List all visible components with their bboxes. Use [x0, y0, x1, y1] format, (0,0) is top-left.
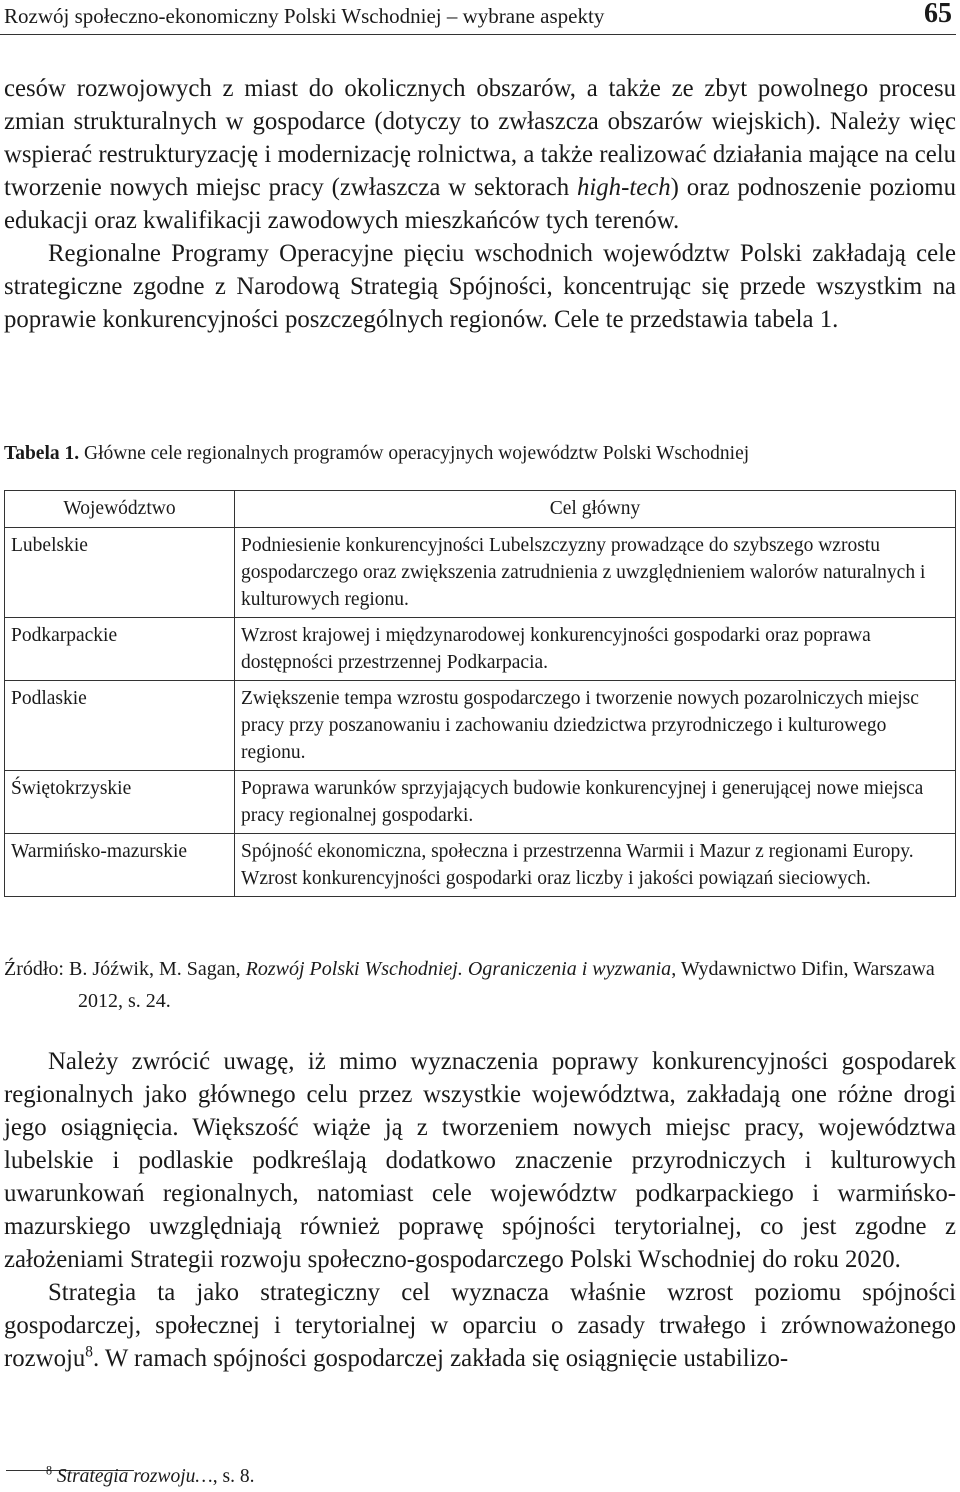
region-cell: Świętokrzyskie	[5, 771, 235, 834]
table-row	[5, 528, 956, 618]
regional-goals-table	[4, 490, 956, 897]
paragraph-1: cesów rozwojowych z miast do okolicznych obszarów, a także ze zbyt powolnego procesu zmian strukturalnych w gospodarce (dotyczy to zwłaszcza obszarów wiejskich). Należy więc wspierać restrukturyzację i modernizację rolnictwa, a także realizować działania mające na celu tworzenie nowych miejsc pracy (zwłaszcza w sektorach high-tech) oraz podnoszenie poziomu edukacji oraz kwalifikacji zawodowych mieszkańców tych terenów.	[4, 75, 956, 234]
running-header-title: Rozwój społeczno-ekonomiczny Polski Wschodniej – wybrane aspekty	[4, 4, 605, 28]
page-number: 65	[924, 0, 952, 29]
column-header-region: Województwo	[5, 491, 235, 528]
main-text	[4, 1045, 956, 1375]
goal-cell: Podniesienie konkurencyjności Lubelszczyzny prowadzące do szybszego wzrostu gospodarczego oraz zwiększenia zatrudnienia z uwzględnieniem walorów naturalnych i kulturowych regionu.	[235, 528, 956, 618]
footnote: $^8$ Strategia rozwoju…, s. 8.	[46, 1463, 255, 1487]
intro-text	[4, 72, 956, 336]
table-header-row	[5, 491, 956, 528]
column-header-goal: Cel główny	[235, 491, 956, 528]
paragraph-2: Regionalne Programy Operacyjne pięciu wschodnich województw Polski zakładają cele strategiczne zgodne z Narodową Strategią Spójności, koncentrując się przede wszystkim na poprawie konkurencyjności poszczególnych regionów. Cele te przedstawia tabela 1.	[4, 240, 956, 333]
goal-cell: Spójność ekonomiczna, społeczna i przestrzenna Warmii i Mazur z regionami Europy. Wzrost konkurencyjności gospodarki oraz liczby i jakości powiązań sieciowych.	[235, 834, 956, 897]
running-header	[0, 0, 956, 35]
region-cell: Warmińsko-mazurskie	[5, 834, 235, 897]
table-row	[5, 681, 956, 771]
region-cell: Podkarpackie	[5, 618, 235, 681]
table-caption: Tabela 1. Główne cele regionalnych programów operacyjnych województw Polski Wschodniej	[4, 443, 750, 464]
table-row	[5, 618, 956, 681]
goal-cell: Wzrost krajowej i międzynarodowej konkurencyjności gospodarki oraz poprawa dostępności przestrzennej Podkarpacia.	[235, 618, 956, 681]
goal-cell: Zwiększenie tempa wzrostu gospodarczego i tworzenie nowych pozarolniczych miejsc pracy przy poszanowaniu i zachowaniu dziedzictwa przyrodniczego i kulturowego regionu.	[235, 681, 956, 771]
table-row	[5, 834, 956, 897]
table-row	[5, 771, 956, 834]
footnote-reference: 8	[85, 1343, 93, 1361]
region-cell: Podlaskie	[5, 681, 235, 771]
region-cell: Lubelskie	[5, 528, 235, 618]
paragraph-4: Strategia ta jako strategiczny cel wyznacza właśnie wzrost poziomu spójności gospodarczej, społecznej i terytorialnej w oparciu o zasady trwałego i zrównoważonego rozwoju$^8$. W ramach spójności gospodarczej zakłada się osiągnięcie ustabilizo-	[4, 1279, 956, 1372]
table-source: Źródło: B. Jóźwik, M. Sagan, Rozwój Polski Wschodniej. Ograniczenia i wyzwania, Wydawnictwo Difin, Warszawa 2012, s. 24.	[4, 958, 935, 1012]
paragraph-3: Należy zwrócić uwagę, iż mimo wyznaczenia poprawy konkurencyjności gospodarek regionalnych jako głównego celu przez wszystkie województwa, zakładają one różne drogi jego osiągnięcia. Większość wiąże ją z tworzeniem nowych miejsc pracy, województwa lubelskie i podlaskie podkreślają dodatkowo znaczenie przyrodniczych i kulturowych uwarunkowań regionalnych, natomiast cele województw podkarpackiego i warmińsko-mazurskiego uwzględniają również poprawę spójności terytorialnej, co jest zgodne z założeniami Strategii rozwoju społeczno-gospodarczego Polski Wschodniej do roku 2020.	[4, 1048, 956, 1273]
goal-cell: Poprawa warunków sprzyjających budowie konkurencyjnej i generującej nowe miejsca pracy regionalnej gospodarki.	[235, 771, 956, 834]
